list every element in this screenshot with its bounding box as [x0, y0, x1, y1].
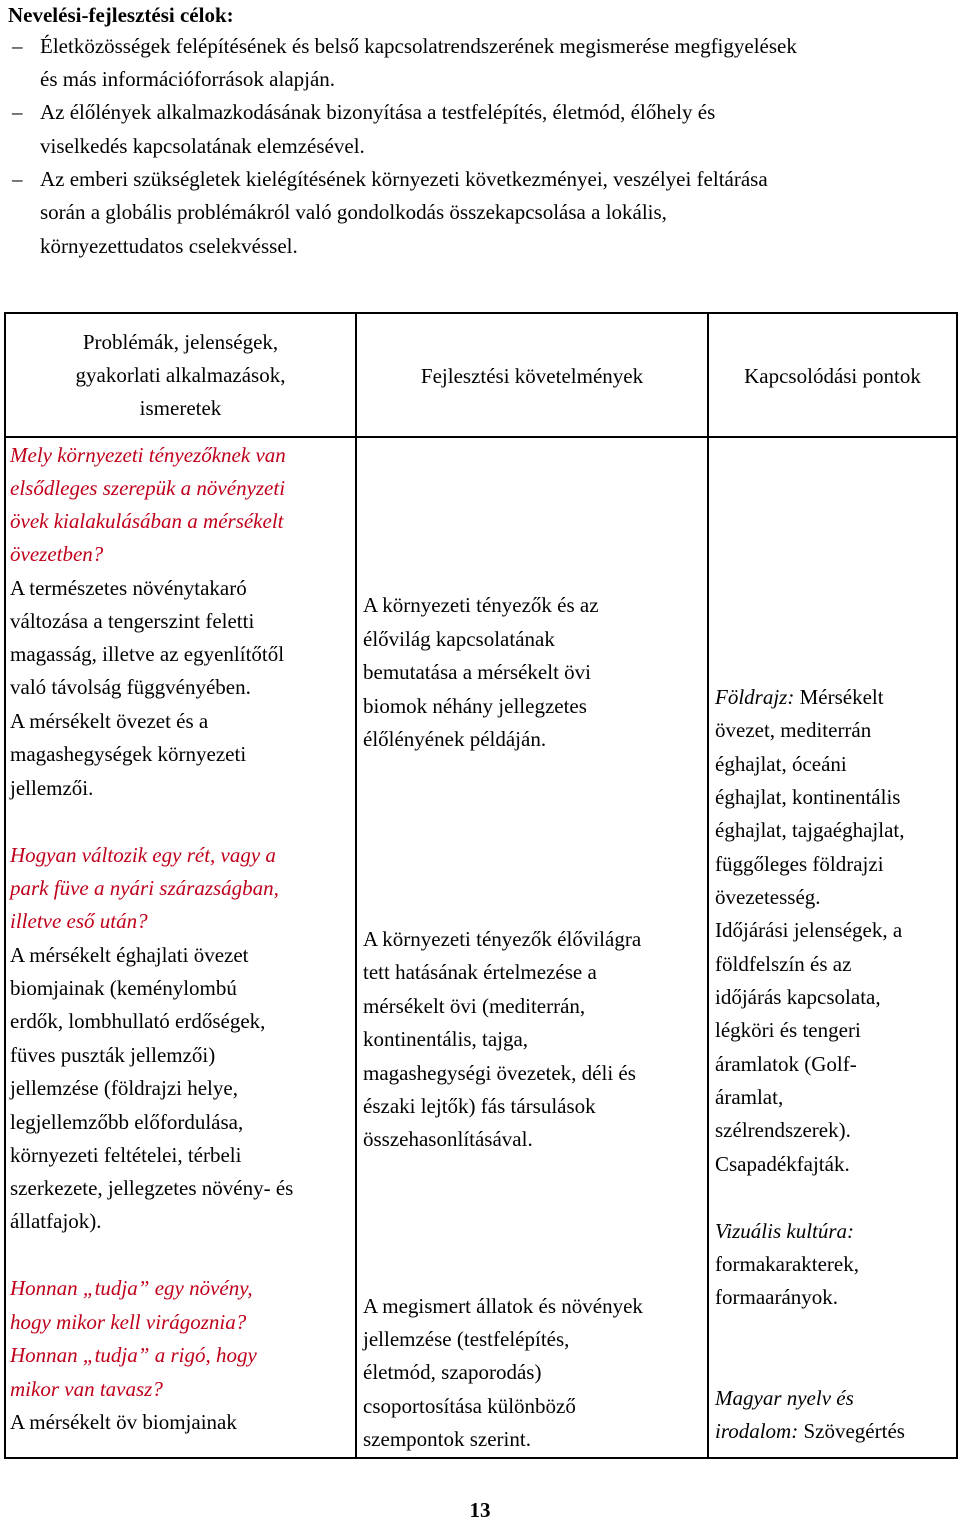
col3-line	[715, 1252, 859, 1277]
col3-text: formaarányok.	[715, 1285, 839, 1309]
col3-text: Földrajz:	[715, 685, 795, 709]
col3-line	[715, 1152, 850, 1177]
col3-line	[715, 852, 884, 877]
col3-text: éghajlat, kontinentális	[715, 785, 901, 809]
col3-line	[715, 1419, 905, 1444]
bullet-line: környezettudatos cselekvéssel.	[40, 234, 298, 258]
bullet-line: viselkedés kapcsolatának elemzésével.	[40, 134, 365, 158]
col2-line: összehasonlításával.	[363, 1127, 533, 1151]
table-border-col2	[707, 312, 709, 1459]
col1-line: A mérsékelt övezet és a	[10, 709, 209, 733]
col3-line	[715, 1118, 851, 1143]
table-border-top	[4, 312, 958, 314]
col1-line: jellemzése (földrajzi helye,	[10, 1076, 238, 1100]
col1-line: állatfajok).	[10, 1209, 102, 1233]
col3-text: Csapadékfajták.	[715, 1152, 850, 1176]
col2-line: kontinentális, tajga,	[363, 1027, 529, 1051]
col1-line: szerkezete, jellegzetes növény- és	[10, 1176, 294, 1200]
col3-text: áramlatok (Golf-	[715, 1052, 857, 1076]
col3-line	[715, 718, 871, 743]
col2-line: élővilág kapcsolatának	[363, 627, 555, 651]
table-border-header	[4, 436, 958, 438]
col3-text: áramlat,	[715, 1085, 784, 1109]
col1-line: hogy mikor kell virágoznia?	[10, 1310, 247, 1334]
bullet-line: Életközösségek felépítésének és belső kapcsolatrendszerének megismerése megfigyelések	[40, 34, 797, 58]
col3-text: időjárás kapcsolata,	[715, 985, 881, 1009]
col3-line	[715, 918, 902, 943]
col2-line: életmód, szaporodás)	[363, 1360, 542, 1384]
bullet-line: és más információforrások alapján.	[40, 67, 336, 91]
col1-line: mikor van tavasz?	[10, 1377, 163, 1401]
col1-line: park füve a nyári szárazságban,	[10, 876, 279, 900]
col3-line	[715, 1285, 838, 1310]
col1-line: füves puszták jellemzői)	[10, 1043, 216, 1067]
table-border-right	[956, 312, 958, 1459]
col1-line: A természetes növénytakaró	[10, 576, 247, 600]
col3-line	[715, 1219, 854, 1244]
col3-line	[715, 685, 884, 710]
col1-line: illetve eső után?	[10, 909, 148, 933]
col2-line: A környezeti tényezők és az	[363, 593, 599, 617]
col2-line: élőlényének példáján.	[363, 727, 547, 751]
col1-line: magasság, illetve az egyenlítőtől	[10, 642, 285, 666]
col2-line: A megismert állatok és növények	[363, 1294, 643, 1318]
bullet-line: Az élőlények alkalmazkodásának bizonyítása a testfelépítés, életmód, élőhely és	[40, 100, 716, 124]
col2-line: mérsékelt övi (mediterrán,	[363, 994, 586, 1018]
header-col1-line: Problémák, jelenségek,	[82, 330, 279, 354]
col1-line: magashegységek környezeti	[10, 742, 247, 766]
table-border-col1	[355, 312, 357, 1459]
col3-line	[715, 1085, 783, 1110]
col3-line	[715, 885, 821, 910]
col1-line: jellemzői.	[10, 776, 94, 800]
col3-text: éghajlat, óceáni	[715, 752, 847, 776]
col3-line	[715, 985, 881, 1010]
col3-line	[715, 1052, 857, 1077]
section-heading: Nevelési-fejlesztési célok:	[8, 3, 234, 27]
col1-line: Mely környezeti tényezőknek van	[10, 443, 286, 467]
header-col1	[6, 326, 355, 425]
header-col2: Fejlesztési követelmények	[420, 364, 644, 388]
bullet-dash: –	[12, 167, 23, 191]
col3-text: Magyar nyelv és	[715, 1386, 854, 1410]
table-border-left	[4, 312, 6, 1459]
col1-line: Honnan „tudja” a rigó, hogy	[10, 1343, 257, 1367]
col1-line: biomjainak (keménylombú	[10, 976, 237, 1000]
col3-text: légköri és tengeri	[715, 1018, 861, 1042]
col3-line	[715, 1018, 861, 1043]
col3-text: övezetesség.	[715, 885, 821, 909]
col2-line: bemutatása a mérsékelt övi	[363, 660, 591, 684]
col1-line: erdők, lombhullató erdőségek,	[10, 1009, 266, 1033]
col3-line	[715, 1386, 854, 1411]
col2-line: magashegységi övezetek, déli és	[363, 1061, 636, 1085]
col1-line: övezetben?	[10, 542, 104, 566]
col3-line	[715, 818, 905, 843]
col2-line: A környezeti tényezők élővilágra	[363, 927, 642, 951]
col1-line: való távolság függvényében.	[10, 675, 251, 699]
col3-line	[715, 952, 851, 977]
col2-line: szempontok szerint.	[363, 1427, 531, 1451]
col1-line: legjellemzőbb előfordulása,	[10, 1110, 244, 1134]
col3-text: szélrendszerek).	[715, 1118, 851, 1142]
header-col1-line: gyakorlati alkalmazások,	[75, 363, 286, 387]
col2-line: tett hatásának értelmezése a	[363, 960, 597, 984]
bullet-line: Az emberi szükségletek kielégítésének környezeti következményei, veszélyei feltárása	[40, 167, 768, 191]
col1-line: Hogyan változik egy rét, vagy a	[10, 843, 276, 867]
table-border-bottom	[4, 1457, 958, 1459]
col2-line: jellemzése (testfelépítés,	[363, 1327, 570, 1351]
header-col3: Kapcsolódási pontok	[744, 364, 921, 388]
col3-text: Vizuális kultúra:	[715, 1219, 855, 1243]
col1-line: változása a tengerszint feletti	[10, 609, 255, 633]
col3-text: földfelszín és az	[715, 952, 852, 976]
col3-text: Mérsékelt	[794, 685, 884, 709]
col3-text: irodalom:	[715, 1419, 799, 1443]
col3-text: formakarakterek,	[715, 1252, 859, 1276]
col3-text: éghajlat, tajgaéghajlat,	[715, 818, 905, 842]
bullet-dash: –	[12, 34, 23, 58]
col2-line: csoportosítása különböző	[363, 1394, 576, 1418]
col3-text: Időjárási jelenségek, a	[715, 918, 903, 942]
col3-text: övezet, mediterrán	[715, 718, 872, 742]
col1-line: elsődleges szerepük a növényzeti	[10, 476, 286, 500]
col2-line: északi lejtők) fás társulások	[363, 1094, 596, 1118]
col3-text: Szövegértés	[798, 1419, 905, 1443]
col3-text: függőleges földrajzi	[715, 852, 884, 876]
col3-line	[715, 752, 847, 777]
col1-line: Honnan „tudja” egy növény,	[10, 1276, 253, 1300]
col2-line: biomok néhány jellegzetes	[363, 694, 587, 718]
header-col1-line: ismeretek	[139, 396, 222, 420]
col1-line: övek kialakulásában a mérsékelt	[10, 509, 284, 533]
bullet-line: során a globális problémákról való gondolkodás összekapcsolása a lokális,	[40, 200, 667, 224]
bullet-dash: –	[12, 100, 23, 124]
col1-line: A mérsékelt éghajlati övezet	[10, 943, 249, 967]
col1-line: A mérsékelt öv biomjainak	[10, 1410, 237, 1434]
page-number: 13	[469, 1498, 491, 1522]
col3-line	[715, 785, 900, 810]
col1-line: környezeti feltételei, térbeli	[10, 1143, 242, 1167]
